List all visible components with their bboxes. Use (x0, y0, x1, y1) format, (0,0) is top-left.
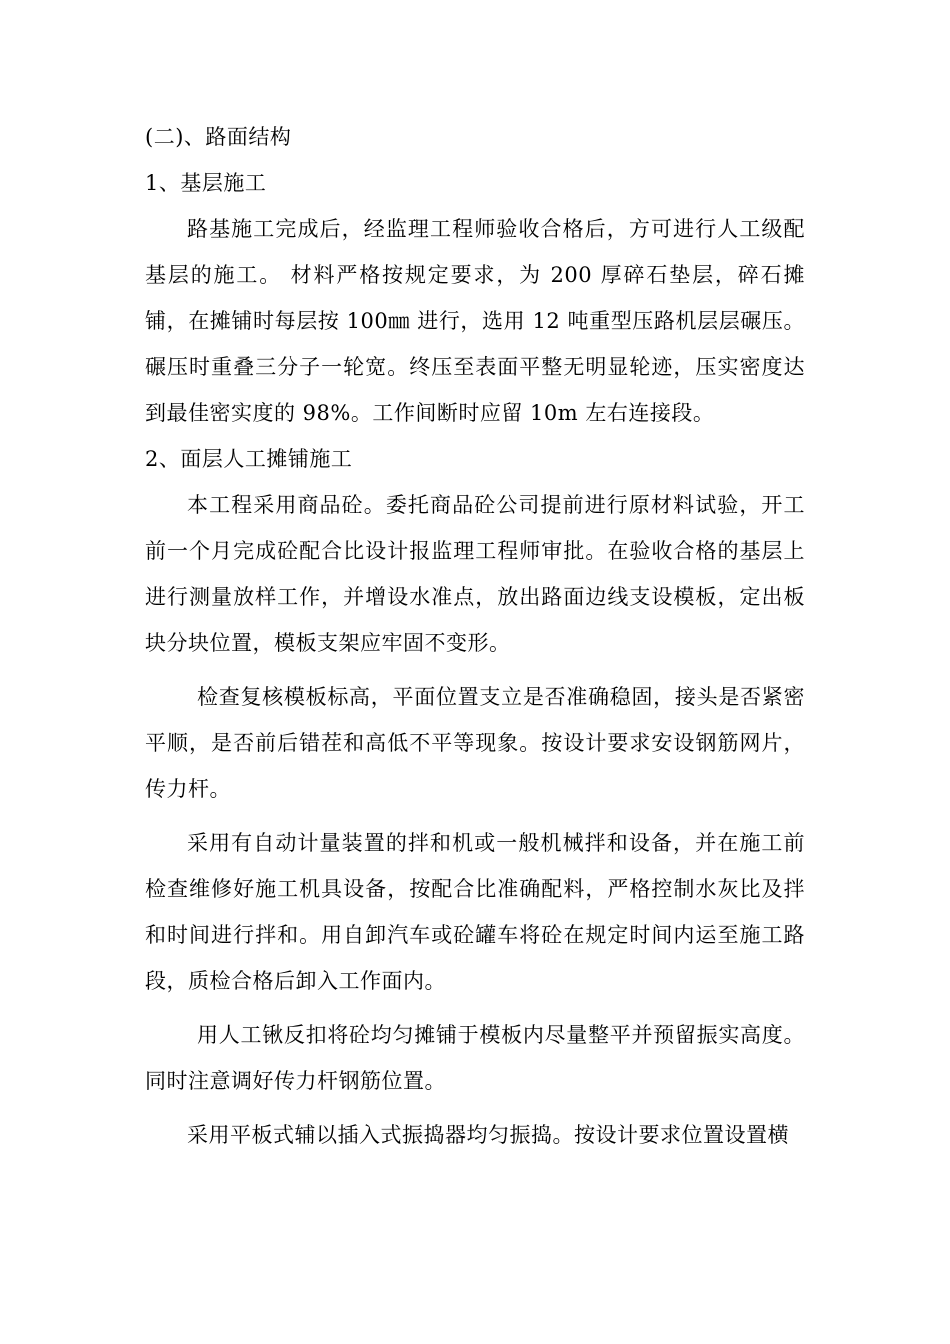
document-body (145, 114, 805, 1158)
paragraph-formwork-check: 检查复核模板标高，平面位置支立是否准确稳固，接头是否紧密平顺，是否前后错茬和高低不平等现象。按设计要求安设钢筋网片，传力杆。 (145, 685, 805, 801)
paragraph-spreading: 用人工锹反扣将砼均匀摊铺于模板内尽量整平并预留振实高度。同时注意调好传力杆钢筋位置。 (145, 1023, 805, 1093)
paragraph-mixing: 采用有自动计量装置的拌和机或一般机械拌和设备，并在施工前检查维修好施工机具设备，按配合比准确配料，严格控制水灰比及拌和时间进行拌和。用自卸汽车或砼罐车将砼在规定时间内运至施工路段，质检合格后卸入工作面内。 (145, 831, 805, 993)
subsection-title-surface-course: 2、面层人工摊铺施工 (145, 447, 353, 471)
subsection-title-base-course: 1、基层施工 (145, 171, 267, 195)
paragraph-concrete-prep: 本工程采用商品砼。委托商品砼公司提前进行原材料试验，开工前一个月完成砼配合比设计报监理工程师审批。在验收合格的基层上进行测量放样工作，并增设水准点，放出路面边线支设模板，定出板块分块位置，模板支架应牢固不变形。 (145, 493, 805, 655)
paragraph-vibration: 采用平板式辅以插入式振捣器均匀振捣。按设计要求位置设置横 (187, 1123, 789, 1147)
paragraph-base-course: 路基施工完成后，经监理工程师验收合格后，方可进行人工级配基层的施工。 材料严格按规定要求，为 200 厚碎石垫层，碎石摊铺，在摊铺时每层按 100㎜ 进行，选用 12 吨重型压路机层层碾压。碾压时重叠三分子一轮宽。终压至表面平整无明显轮迹，压实密度达到最佳密实度的 98%。工作间断时应留 10m 左右连接段。 (145, 217, 805, 425)
section-title: (二)、路面结构 (145, 125, 292, 149)
